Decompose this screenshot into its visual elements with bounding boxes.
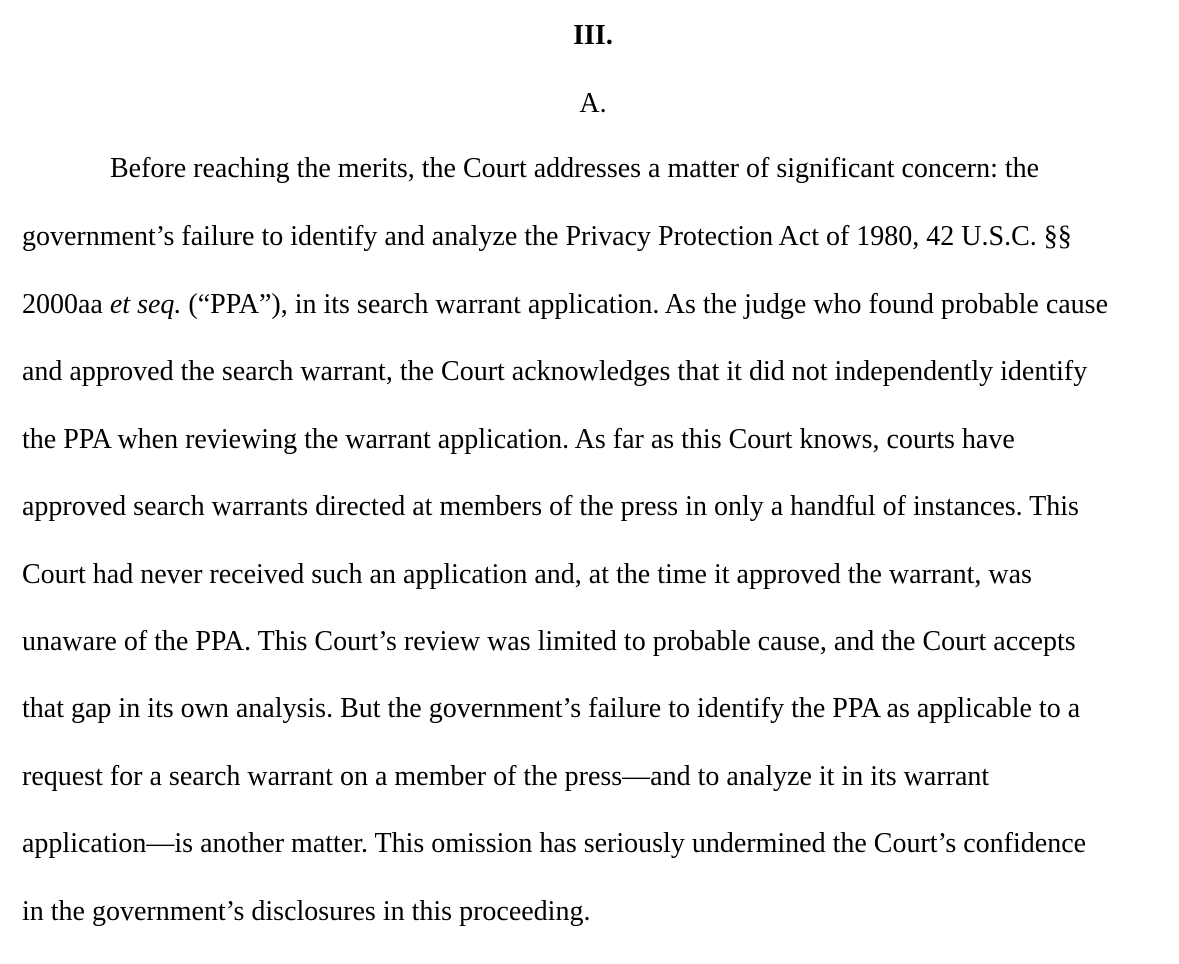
paragraph-line-rest: (“PPA”), in its search warrant application. As the judge who found probable cause: [181, 289, 1109, 320]
section-heading-letter: A.: [579, 88, 607, 119]
et-seq-italic: et seq.: [109, 289, 182, 320]
paragraph-line: that gap in its own analysis. But the government’s failure to identify the PPA as applicable to a: [22, 693, 1081, 724]
paragraph-line: request for a search warrant on a member of the press—and to analyze it in its warrant: [22, 761, 990, 792]
section-heading-roman: III.: [573, 20, 613, 51]
paragraph-line: approved search warrants directed at members of the press in only a handful of instances. This: [22, 491, 1079, 522]
paragraph-line: government’s failure to identify and analyze the Privacy Protection Act of 1980, 42 U.S.C. §§: [22, 221, 1072, 252]
paragraph-line: [22, 288, 1108, 322]
statute-cite: 2000aa: [22, 289, 110, 320]
paragraph-line: Before reaching the merits, the Court addresses a matter of significant concern: the: [110, 153, 1040, 184]
paragraph-line: in the government’s disclosures in this proceeding.: [22, 896, 591, 927]
paragraph-line: unaware of the PPA. This Court’s review was limited to probable cause, and the Court accepts: [22, 626, 1076, 657]
paragraph-line: application—is another matter. This omission has seriously undermined the Court’s confidence: [22, 828, 1087, 859]
paragraph-line: and approved the search warrant, the Court acknowledges that it did not independently identify: [22, 356, 1088, 387]
paragraph-line: the PPA when reviewing the warrant application. As far as this Court knows, courts have: [22, 424, 1015, 455]
paragraph-line: Court had never received such an application and, at the time it approved the warrant, was: [22, 559, 1032, 590]
